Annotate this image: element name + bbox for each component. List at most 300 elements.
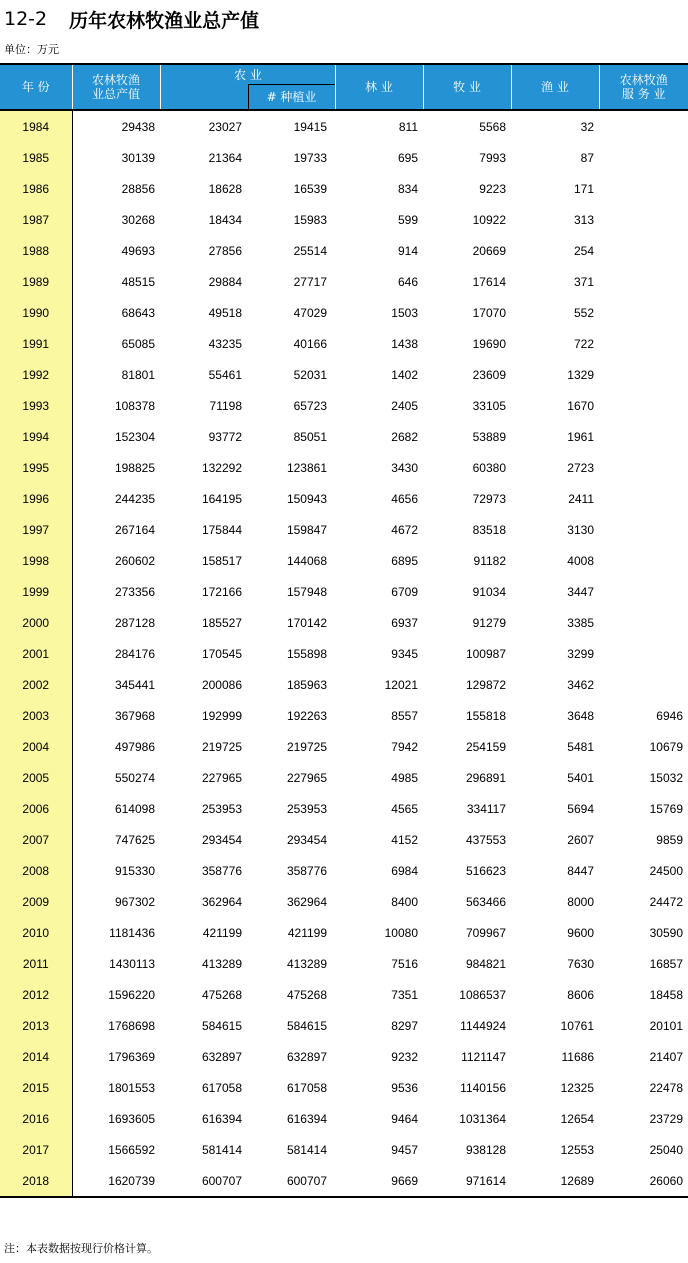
total-cell: 1566592 [108, 1142, 155, 1157]
year-cell: 1984 [0, 110, 72, 142]
total-cell: 915330 [114, 863, 155, 878]
animal-husbandry-cell: 100987 [465, 646, 506, 661]
planting-cell: 170142 [286, 615, 327, 630]
agriculture-cell: 421199 [202, 925, 242, 940]
total-cell: 1596220 [108, 987, 155, 1002]
fishery-cell: 313 [573, 212, 594, 227]
table-row [0, 142, 688, 173]
animal-husbandry-cell: 91034 [472, 584, 506, 599]
table-row [0, 110, 688, 142]
animal-husbandry-cell: 984821 [465, 956, 506, 971]
planting-cell: 159847 [286, 522, 327, 537]
planting-cell: 123861 [286, 460, 327, 475]
fishery-cell: 12325 [560, 1080, 594, 1095]
fishery-cell: 7630 [567, 956, 594, 971]
animal-husbandry-cell: 91182 [473, 553, 506, 568]
table-row [0, 1072, 688, 1103]
year-cell: 1993 [0, 390, 72, 421]
forestry-cell: 646 [397, 274, 418, 289]
page-title [4, 4, 259, 34]
fishery-cell: 254 [573, 243, 594, 258]
planting-cell: 27717 [293, 274, 327, 289]
services-cell: 21407 [649, 1049, 683, 1064]
forestry-cell: 9345 [391, 646, 418, 661]
table-row [0, 1010, 688, 1041]
planting-cell: 632897 [286, 1049, 327, 1064]
services-cell [599, 607, 688, 638]
total-cell: 81801 [121, 367, 155, 382]
forestry-cell: 6984 [391, 863, 418, 878]
year-cell: 2015 [0, 1072, 72, 1103]
total-cell: 28856 [121, 181, 155, 196]
forestry-cell: 12021 [384, 677, 418, 692]
year-cell: 1996 [0, 483, 72, 514]
total-cell: 30268 [121, 212, 155, 227]
year-cell: 1985 [0, 142, 72, 173]
animal-husbandry-cell: 129872 [465, 677, 506, 692]
forestry-cell: 10080 [384, 925, 418, 940]
animal-husbandry-cell: 938128 [465, 1142, 506, 1157]
agriculture-cell: 293454 [201, 832, 242, 847]
services-cell: 20101 [649, 1018, 683, 1033]
unit-label: 单位：万元 [4, 43, 59, 56]
agriculture-cell: 617058 [201, 1080, 242, 1095]
agriculture-cell: 170545 [201, 646, 242, 661]
fishery-cell: 3462 [567, 677, 594, 692]
year-cell: 2011 [0, 948, 72, 979]
forestry-cell: 9232 [391, 1049, 418, 1064]
year-cell: 1994 [0, 421, 72, 452]
agriculture-cell: 164195 [201, 491, 242, 506]
agriculture-cell: 253953 [201, 801, 242, 816]
table-row [0, 266, 688, 297]
forestry-cell: 8557 [391, 708, 418, 723]
fishery-cell: 552 [573, 305, 594, 320]
table-body [0, 110, 688, 1197]
fishery-cell: 9600 [567, 925, 594, 940]
services-cell: 18458 [649, 987, 683, 1002]
year-cell: 1990 [0, 297, 72, 328]
forestry-cell: 7516 [391, 956, 418, 971]
forestry-cell: 8400 [391, 894, 418, 909]
header-services-line1: 农林牧渔 [619, 73, 668, 87]
planting-cell: 19415 [293, 119, 327, 134]
year-cell: 1989 [0, 266, 72, 297]
fishery-cell: 171 [573, 181, 594, 196]
fishery-cell: 722 [573, 336, 594, 351]
forestry-cell: 599 [397, 212, 418, 227]
planting-cell: 253953 [286, 801, 327, 816]
forestry-cell: 695 [397, 150, 418, 165]
table-row [0, 731, 688, 762]
planting-cell: 358776 [286, 863, 327, 878]
agriculture-cell: 200086 [201, 677, 242, 692]
total-cell: 287128 [114, 615, 155, 630]
animal-husbandry-cell: 971614 [423, 1165, 511, 1197]
animal-husbandry-cell: 334117 [466, 801, 506, 816]
year-cell: 1995 [0, 452, 72, 483]
agriculture-cell: 632897 [201, 1049, 242, 1064]
planting-cell: 25514 [293, 243, 327, 258]
services-cell: 22478 [649, 1080, 683, 1095]
total-cell: 1430113 [109, 956, 155, 971]
animal-husbandry-cell: 23609 [472, 367, 506, 382]
fishery-cell: 1670 [567, 398, 594, 413]
planting-cell: 219725 [286, 739, 327, 754]
agriculture-cell: 18628 [208, 181, 242, 196]
year-cell: 2001 [0, 638, 72, 669]
services-cell [599, 297, 688, 328]
year-cell: 2014 [0, 1041, 72, 1072]
animal-husbandry-cell: 33105 [472, 398, 506, 413]
animal-husbandry-cell: 296891 [465, 770, 506, 785]
forestry-cell: 1503 [391, 305, 418, 320]
total-cell: 747625 [114, 832, 155, 847]
total-cell: 1768698 [108, 1018, 155, 1033]
year-cell: 2006 [0, 793, 72, 824]
forestry-cell: 4656 [391, 491, 418, 506]
year-cell: 2003 [0, 700, 72, 731]
total-cell: 1796369 [108, 1049, 155, 1064]
total-cell: 29438 [121, 119, 155, 134]
fishery-cell: 8000 [567, 894, 594, 909]
planting-cell: 475268 [286, 987, 327, 1002]
fishery-cell: 3385 [567, 615, 594, 630]
services-cell [599, 576, 688, 607]
year-cell: 2005 [0, 762, 72, 793]
agriculture-cell: 43235 [208, 336, 242, 351]
forestry-cell: 9457 [391, 1142, 418, 1157]
fishery-cell: 3447 [567, 584, 594, 599]
fishery-cell: 5481 [567, 739, 594, 754]
forestry-cell: 4152 [391, 832, 418, 847]
year-cell: 2007 [0, 824, 72, 855]
header-animal-husbandry: 牧 业 [423, 64, 511, 110]
table-row [0, 390, 688, 421]
animal-husbandry-cell: 20669 [472, 243, 506, 258]
forestry-cell: 2682 [391, 429, 418, 444]
agriculture-cell: 71198 [209, 398, 242, 413]
table-row [0, 514, 688, 545]
table-row [0, 979, 688, 1010]
total-cell: 267164 [114, 522, 155, 537]
agriculture-cell: 18434 [208, 212, 242, 227]
total-cell: 65085 [121, 336, 155, 351]
table-row [0, 917, 688, 948]
animal-husbandry-cell: 9223 [479, 181, 506, 196]
total-cell: 1620739 [72, 1165, 160, 1197]
header-total-line2: 业总产值 [91, 87, 140, 101]
services-cell [599, 545, 688, 576]
services-cell: 15032 [649, 770, 683, 785]
total-cell: 108378 [114, 398, 155, 413]
header-services [599, 64, 688, 110]
planting-cell: 600707 [247, 1165, 335, 1197]
animal-husbandry-cell: 19690 [472, 336, 506, 351]
year-cell: 2012 [0, 979, 72, 1010]
animal-husbandry-cell: 72973 [472, 491, 506, 506]
table-title: 历年农林牧渔业总产值 [69, 9, 260, 32]
table-row [0, 483, 688, 514]
table-row [0, 421, 688, 452]
year-cell: 2010 [0, 917, 72, 948]
planting-cell: 616394 [286, 1111, 327, 1126]
services-cell: 26060 [599, 1165, 688, 1197]
services-cell [599, 390, 688, 421]
total-cell: 497986 [114, 739, 155, 754]
forestry-cell: 9669 [335, 1165, 423, 1197]
planting-cell: 15983 [293, 212, 327, 227]
total-cell: 68643 [121, 305, 155, 320]
forestry-cell: 4985 [391, 770, 418, 785]
agriculture-cell: 175844 [201, 522, 242, 537]
fishery-cell: 32 [580, 119, 594, 134]
animal-husbandry-cell: 1086537 [459, 987, 506, 1002]
table-row [0, 607, 688, 638]
table-row [0, 204, 688, 235]
services-cell [599, 173, 688, 204]
year-cell: 1987 [0, 204, 72, 235]
total-cell: 152304 [114, 429, 155, 444]
services-cell: 15769 [649, 801, 683, 816]
header-agriculture-group [160, 64, 335, 110]
services-cell [599, 110, 688, 142]
agriculture-cell: 29884 [208, 274, 242, 289]
fishery-cell: 3130 [567, 522, 594, 537]
animal-husbandry-cell: 1121147 [461, 1049, 506, 1064]
table-row [0, 297, 688, 328]
fishery-cell: 12654 [560, 1111, 594, 1126]
agriculture-cell: 49518 [208, 305, 242, 320]
agriculture-cell: 227965 [201, 770, 242, 785]
table-row [0, 1041, 688, 1072]
animal-husbandry-cell: 17070 [472, 305, 506, 320]
services-cell: 9859 [656, 832, 683, 847]
fishery-cell: 3648 [567, 708, 594, 723]
animal-husbandry-cell: 7993 [479, 150, 506, 165]
forestry-cell: 6937 [391, 615, 418, 630]
fishery-cell: 12553 [560, 1142, 594, 1157]
output-value-table [0, 63, 688, 1198]
services-cell [599, 638, 688, 669]
fishery-cell: 3299 [567, 646, 594, 661]
agriculture-cell: 185527 [201, 615, 242, 630]
agriculture-cell: 172166 [201, 584, 242, 599]
total-cell: 30139 [121, 150, 155, 165]
total-cell: 1693605 [108, 1111, 155, 1126]
services-cell: 30590 [649, 925, 683, 940]
total-cell: 614098 [114, 801, 155, 816]
agriculture-cell: 584615 [201, 1018, 242, 1033]
forestry-cell: 6895 [391, 553, 418, 568]
footnote: 注：本表数据按现行价格计算。 [4, 1242, 158, 1255]
planting-cell: 40166 [293, 336, 327, 351]
fishery-cell: 2607 [567, 832, 594, 847]
fishery-cell: 8606 [567, 987, 594, 1002]
total-cell: 550274 [114, 770, 155, 785]
year-cell: 1991 [0, 328, 72, 359]
total-cell: 49693 [121, 243, 155, 258]
agriculture-cell: 23027 [208, 119, 242, 134]
services-cell: 10679 [649, 739, 683, 754]
total-cell: 284176 [114, 646, 155, 661]
services-cell [599, 359, 688, 390]
planting-cell: 185963 [286, 677, 327, 692]
planting-cell: 227965 [286, 770, 327, 785]
fishery-cell: 87 [580, 150, 594, 165]
animal-husbandry-cell: 91279 [472, 615, 506, 630]
animal-husbandry-cell: 516623 [465, 863, 506, 878]
animal-husbandry-cell: 1144924 [460, 1018, 506, 1033]
fishery-cell: 2723 [567, 460, 594, 475]
table-row [0, 886, 688, 917]
planting-cell: 413289 [286, 956, 327, 971]
planting-cell: 293454 [286, 832, 327, 847]
animal-husbandry-cell: 1031364 [459, 1111, 506, 1126]
animal-husbandry-cell: 155818 [465, 708, 506, 723]
planting-cell: 617058 [286, 1080, 327, 1095]
forestry-cell: 4565 [391, 801, 418, 816]
planting-cell: 47029 [293, 305, 327, 320]
fishery-cell: 5401 [567, 770, 594, 785]
total-cell: 1181436 [109, 925, 155, 940]
total-cell: 244235 [114, 491, 155, 506]
table-row [0, 1134, 688, 1165]
animal-husbandry-cell: 10922 [472, 212, 506, 227]
planting-cell: 192263 [286, 708, 327, 723]
table-row [0, 328, 688, 359]
animal-husbandry-cell: 53889 [472, 429, 506, 444]
total-cell: 260602 [114, 553, 155, 568]
services-cell [599, 142, 688, 173]
services-cell [599, 266, 688, 297]
agriculture-cell: 192999 [201, 708, 242, 723]
planting-cell: 155898 [286, 646, 327, 661]
forestry-cell: 914 [397, 243, 418, 258]
year-cell: 2004 [0, 731, 72, 762]
table-row [0, 824, 688, 855]
planting-cell: 16539 [293, 181, 327, 196]
table-row [0, 359, 688, 390]
header-total [72, 64, 160, 110]
forestry-cell: 6709 [391, 584, 418, 599]
forestry-cell: 7942 [391, 739, 418, 754]
fishery-cell: 1961 [567, 429, 594, 444]
year-cell: 1999 [0, 576, 72, 607]
services-cell [599, 452, 688, 483]
total-cell: 345441 [114, 677, 155, 692]
total-cell: 367968 [114, 708, 155, 723]
year-cell: 2018 [0, 1165, 72, 1197]
header-planting: # 种植业 [248, 84, 335, 109]
agriculture-cell: 362964 [201, 894, 242, 909]
planting-cell: 144068 [286, 553, 327, 568]
services-cell [599, 483, 688, 514]
table-row [0, 545, 688, 576]
table-row [0, 1165, 688, 1197]
table-row [0, 762, 688, 793]
services-cell: 24500 [649, 863, 683, 878]
animal-husbandry-cell: 83518 [472, 522, 506, 537]
year-cell: 2016 [0, 1103, 72, 1134]
planting-cell: 19733 [293, 150, 327, 165]
forestry-cell: 9536 [391, 1080, 418, 1095]
agriculture-cell: 413289 [201, 956, 242, 971]
fishery-cell: 1329 [567, 367, 594, 382]
forestry-cell: 9464 [391, 1111, 418, 1126]
table-row [0, 235, 688, 266]
planting-cell: 157948 [286, 584, 327, 599]
services-cell [599, 514, 688, 545]
forestry-cell: 8297 [391, 1018, 418, 1033]
fishery-cell: 2411 [568, 491, 594, 506]
services-cell: 24472 [649, 894, 683, 909]
services-cell: 23729 [649, 1111, 683, 1126]
fishery-cell: 12689 [511, 1165, 599, 1197]
fishery-cell: 10761 [560, 1018, 594, 1033]
fishery-cell: 4008 [567, 553, 594, 568]
table-row [0, 638, 688, 669]
year-cell: 2013 [0, 1010, 72, 1041]
year-cell: 1998 [0, 545, 72, 576]
forestry-cell: 7351 [391, 987, 418, 1002]
agriculture-cell: 581414 [201, 1142, 242, 1157]
animal-husbandry-cell: 1140156 [460, 1080, 506, 1095]
services-cell [599, 328, 688, 359]
fishery-cell: 5694 [567, 801, 594, 816]
services-cell: 6946 [656, 708, 683, 723]
animal-husbandry-cell: 709967 [465, 925, 506, 940]
services-cell: 25040 [649, 1142, 683, 1157]
agriculture-cell: 55461 [208, 367, 242, 382]
table-number: 12-2 [4, 8, 48, 30]
table-row [0, 1103, 688, 1134]
planting-cell: 584615 [286, 1018, 327, 1033]
planting-cell: 581414 [286, 1142, 327, 1157]
header-services-line2: 服 务 业 [621, 87, 666, 101]
table-row [0, 700, 688, 731]
table-row [0, 855, 688, 886]
planting-cell: 362964 [286, 894, 327, 909]
year-cell: 1986 [0, 173, 72, 204]
agriculture-cell: 358776 [201, 863, 242, 878]
header-forestry: 林 业 [335, 64, 423, 110]
year-cell: 1988 [0, 235, 72, 266]
forestry-cell: 2405 [391, 398, 418, 413]
agriculture-cell: 132292 [201, 460, 242, 475]
animal-husbandry-cell: 60380 [472, 460, 506, 475]
agriculture-cell: 219725 [201, 739, 242, 754]
forestry-cell: 811 [398, 119, 418, 134]
forestry-cell: 4672 [391, 522, 418, 537]
agriculture-cell: 93772 [208, 429, 242, 444]
services-cell: 16857 [649, 956, 683, 971]
year-cell: 2017 [0, 1134, 72, 1165]
fishery-cell: 8447 [567, 863, 594, 878]
total-cell: 967302 [114, 894, 155, 909]
table-header [0, 64, 688, 110]
forestry-cell: 1402 [391, 367, 418, 382]
header-total-line1: 农林牧渔 [91, 73, 140, 87]
agriculture-cell: 475268 [201, 987, 242, 1002]
forestry-cell: 1438 [391, 336, 418, 351]
table-row [0, 669, 688, 700]
animal-husbandry-cell: 254159 [465, 739, 506, 754]
agriculture-cell: 27856 [208, 243, 242, 258]
services-cell [599, 421, 688, 452]
services-cell [599, 669, 688, 700]
forestry-cell: 3430 [391, 460, 418, 475]
